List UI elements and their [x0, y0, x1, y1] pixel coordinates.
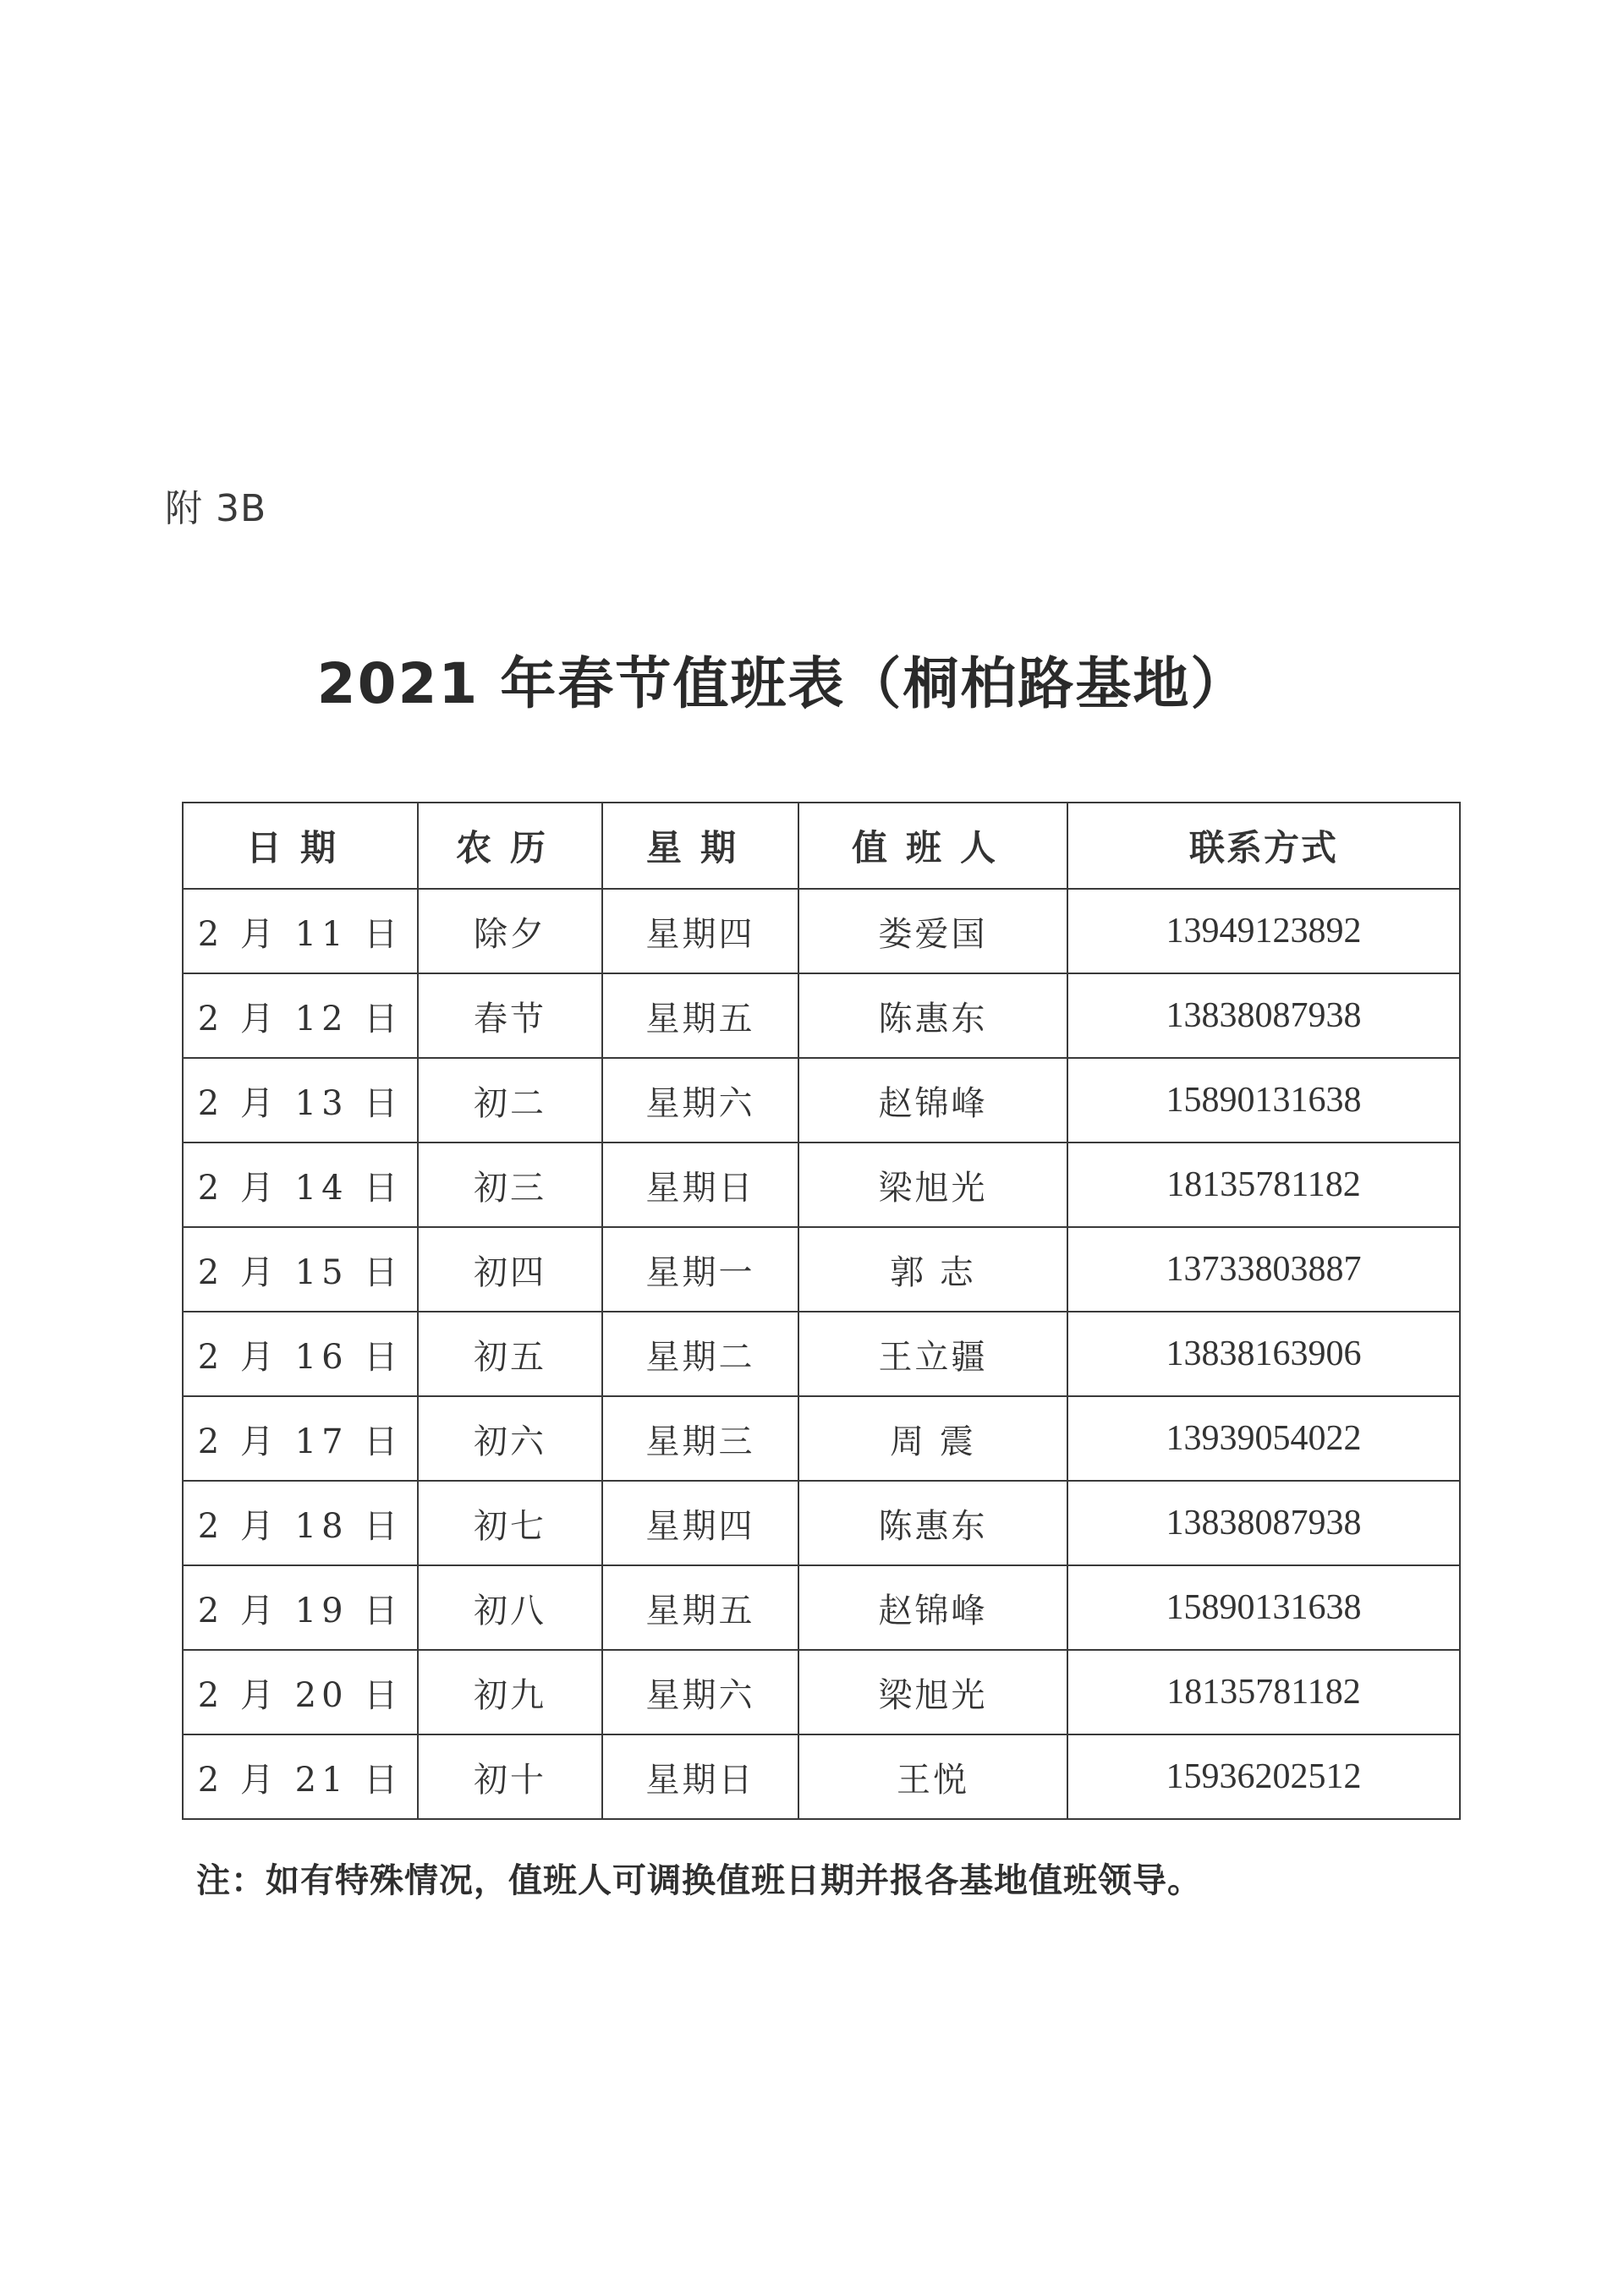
cell-lunar: 初七 — [418, 1481, 602, 1565]
cell-date: 2 月 13 日 — [183, 1058, 418, 1143]
cell-lunar: 除夕 — [418, 889, 602, 973]
cell-phone: 13733803887 — [1067, 1227, 1460, 1312]
cell-phone: 13838087938 — [1067, 973, 1460, 1058]
cell-phone: 13939054022 — [1067, 1396, 1460, 1481]
cell-date: 2 月 11 日 — [183, 889, 418, 973]
cell-weekday: 星期一 — [602, 1227, 798, 1312]
cell-phone: 13949123892 — [1067, 889, 1460, 973]
cell-person: 赵锦峰 — [798, 1058, 1067, 1143]
cell-person: 王立疆 — [798, 1312, 1067, 1396]
cell-phone: 15890131638 — [1067, 1565, 1460, 1650]
table-row — [183, 1312, 1460, 1396]
table-row — [183, 973, 1460, 1058]
cell-person: 赵锦峰 — [798, 1565, 1067, 1650]
table-row — [183, 1058, 1460, 1143]
table-row — [183, 1565, 1460, 1650]
cell-lunar: 初六 — [418, 1396, 602, 1481]
cell-weekday: 星期四 — [602, 1481, 798, 1565]
cell-date: 2 月 12 日 — [183, 973, 418, 1058]
cell-date: 2 月 18 日 — [183, 1481, 418, 1565]
table-header-row — [183, 803, 1460, 889]
attachment-label: 附 3B — [165, 487, 267, 530]
cell-weekday: 星期六 — [602, 1650, 798, 1734]
cell-date: 2 月 14 日 — [183, 1143, 418, 1227]
cell-lunar: 初十 — [418, 1734, 602, 1819]
table-row — [183, 1396, 1460, 1481]
cell-weekday: 星期三 — [602, 1396, 798, 1481]
cell-lunar: 初四 — [418, 1227, 602, 1312]
cell-person: 梁旭光 — [798, 1650, 1067, 1734]
cell-phone: 15890131638 — [1067, 1058, 1460, 1143]
footnote: 注：如有特殊情况，值班人可调换值班日期并报各基地值班领导。 — [196, 1861, 1202, 1900]
cell-phone: 13838087938 — [1067, 1481, 1460, 1565]
cell-date: 2 月 15 日 — [183, 1227, 418, 1312]
cell-date: 2 月 21 日 — [183, 1734, 418, 1819]
cell-date: 2 月 17 日 — [183, 1396, 418, 1481]
cell-person: 陈惠东 — [798, 973, 1067, 1058]
table-row — [183, 1650, 1460, 1734]
header-weekday: 星期 — [602, 803, 798, 889]
cell-phone: 13838163906 — [1067, 1312, 1460, 1396]
cell-lunar: 春节 — [418, 973, 602, 1058]
cell-person: 陈惠东 — [798, 1481, 1067, 1565]
cell-weekday: 星期五 — [602, 973, 798, 1058]
cell-weekday: 星期五 — [602, 1565, 798, 1650]
cell-phone: 18135781182 — [1067, 1143, 1460, 1227]
cell-weekday: 星期二 — [602, 1312, 798, 1396]
header-contact: 联系方式 — [1067, 803, 1460, 889]
cell-date: 2 月 16 日 — [183, 1312, 418, 1396]
cell-weekday: 星期日 — [602, 1143, 798, 1227]
cell-weekday: 星期四 — [602, 889, 798, 973]
cell-lunar: 初九 — [418, 1650, 602, 1734]
header-person: 值班人 — [798, 803, 1067, 889]
table-body — [183, 889, 1460, 1819]
cell-phone: 15936202512 — [1067, 1734, 1460, 1819]
page-title: 2021 年春节值班表（桐柏路基地） — [316, 651, 1248, 716]
cell-person: 周 震 — [798, 1396, 1067, 1481]
cell-lunar: 初五 — [418, 1312, 602, 1396]
table-row — [183, 1481, 1460, 1565]
cell-person: 梁旭光 — [798, 1143, 1067, 1227]
table-row — [183, 1227, 1460, 1312]
table-row — [183, 1143, 1460, 1227]
header-lunar: 农历 — [418, 803, 602, 889]
cell-person: 王悦 — [798, 1734, 1067, 1819]
cell-lunar: 初三 — [418, 1143, 602, 1227]
table-row — [183, 889, 1460, 973]
cell-phone: 18135781182 — [1067, 1650, 1460, 1734]
cell-lunar: 初二 — [418, 1058, 602, 1143]
header-date: 日期 — [183, 803, 418, 889]
cell-date: 2 月 19 日 — [183, 1565, 418, 1650]
cell-weekday: 星期六 — [602, 1058, 798, 1143]
cell-date: 2 月 20 日 — [183, 1650, 418, 1734]
duty-schedule-table — [182, 802, 1461, 1820]
cell-weekday: 星期日 — [602, 1734, 798, 1819]
table-row — [183, 1734, 1460, 1819]
cell-person: 郭 志 — [798, 1227, 1067, 1312]
cell-person: 娄爱国 — [798, 889, 1067, 973]
cell-lunar: 初八 — [418, 1565, 602, 1650]
